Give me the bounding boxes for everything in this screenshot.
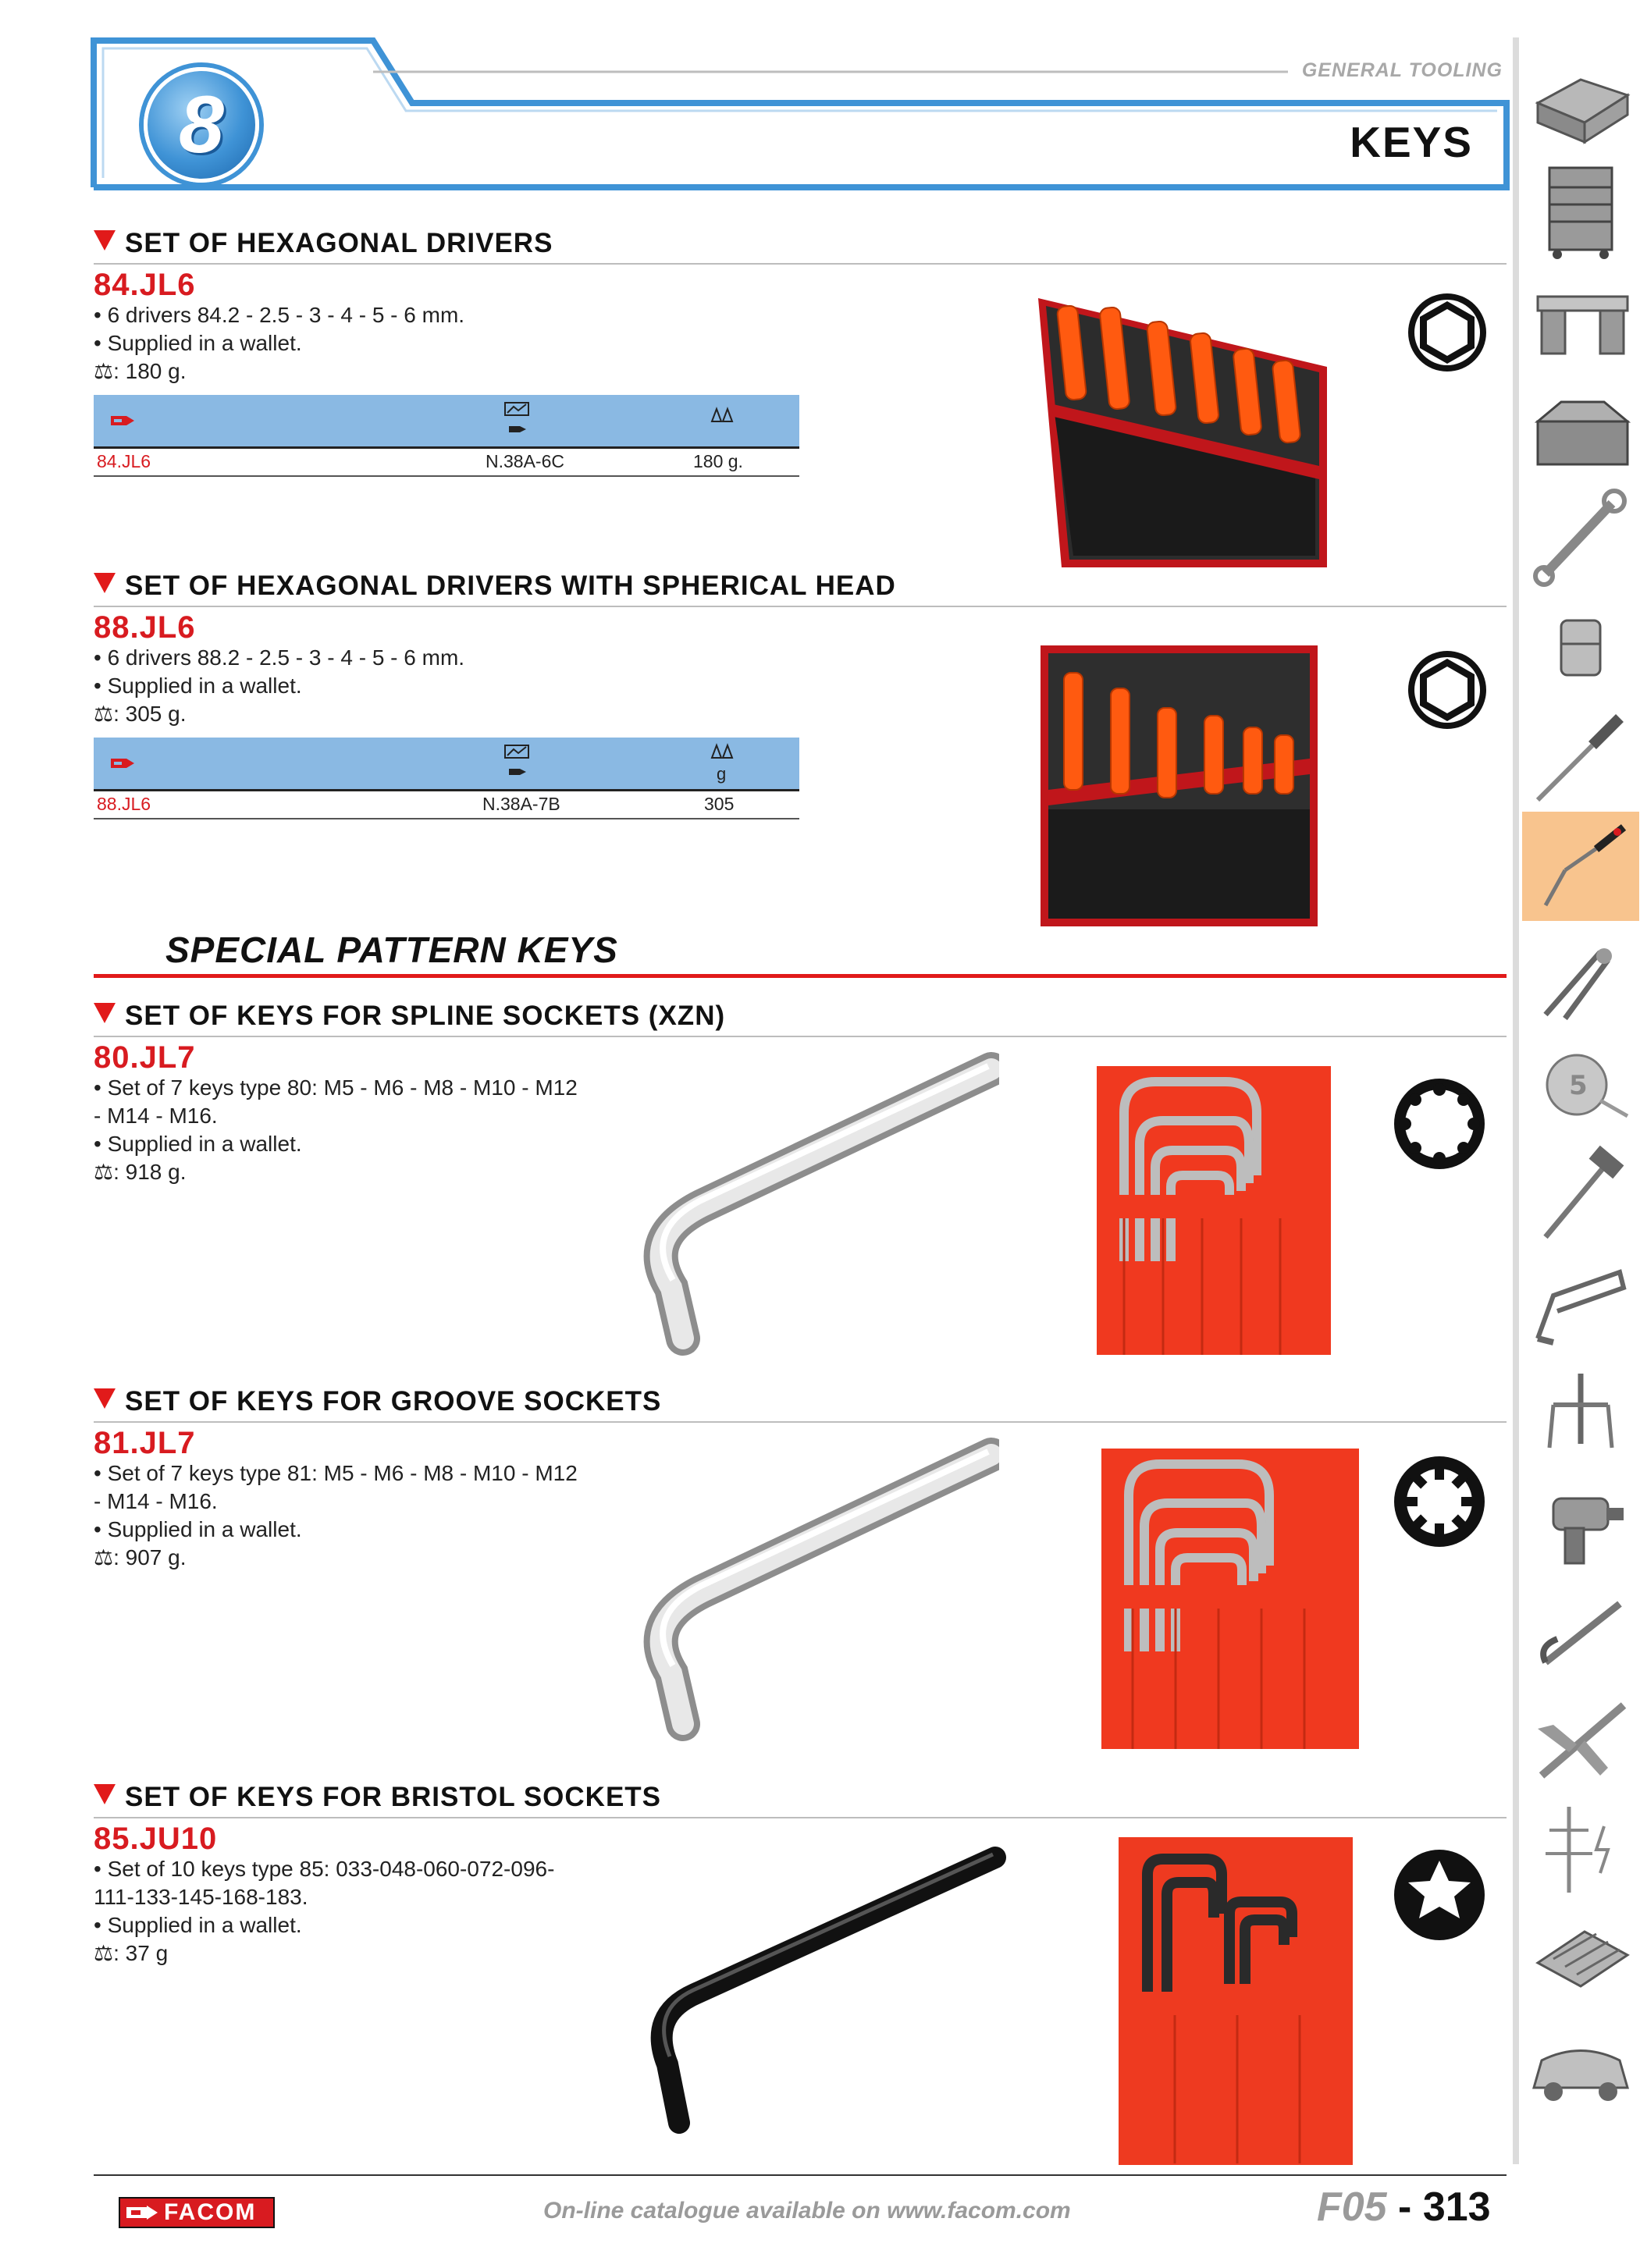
- tab-workbench-icon[interactable]: [1522, 265, 1639, 375]
- desc-line: • 6 drivers 84.2 - 2.5 - 3 - 4 - 5 - 6 mm.: [94, 303, 465, 327]
- desc-line: ⚖: 918 g.: [94, 1160, 187, 1184]
- table-header: [94, 395, 799, 446]
- section-heading: [94, 228, 553, 259]
- section-heading: [94, 1001, 725, 1032]
- facom-brand-text: FACOM: [164, 2199, 257, 2225]
- section-rule: [94, 1421, 1507, 1423]
- row-weight: 180 g.: [693, 451, 743, 471]
- section-rule: [94, 606, 1507, 607]
- spline-socket-icon: [1391, 1075, 1488, 1172]
- section-heading-text: SET OF KEYS FOR BRISTOL SOCKETS: [125, 1782, 662, 1812]
- section-heading-text: SET OF HEXAGONAL DRIVERS WITH SPHERICAL HEAD: [125, 571, 896, 601]
- weight-icon: [710, 406, 734, 423]
- tab-roller-cabinet-icon[interactable]: [1522, 156, 1639, 265]
- product-photo-wallet-drivers: [1015, 275, 1335, 571]
- product-description: [94, 301, 464, 386]
- table-header: [94, 738, 799, 789]
- product-ref: 88.JL6: [94, 610, 196, 645]
- weight-icon: [710, 742, 734, 759]
- tab-automotive-icon[interactable]: [1522, 2014, 1639, 2123]
- ref-icon: [111, 414, 134, 428]
- weight-unit: g: [717, 764, 727, 784]
- product-description: [94, 1855, 554, 1968]
- tab-hacksaw-icon[interactable]: [1522, 1249, 1639, 1358]
- desc-line: • 6 drivers 88.2 - 2.5 - 3 - 4 - 5 - 6 mm.: [94, 645, 465, 670]
- section-heading: [94, 1782, 661, 1813]
- desc-line: ⚖: 37 g: [94, 1941, 169, 1965]
- table-row: [94, 789, 799, 819]
- facom-arrow-icon: [126, 2206, 158, 2220]
- tab-electrical-icon[interactable]: [1522, 1795, 1639, 1904]
- bullet-triangle-icon: [94, 1784, 116, 1804]
- product-photo-spline-wallet: [1093, 1058, 1347, 1363]
- row-weight: 305: [704, 794, 735, 814]
- desc-line: • Set of 10 keys type 85: 033-048-060-072-096-: [94, 1857, 555, 1881]
- tab-kit-icon[interactable]: [1522, 1904, 1639, 2014]
- chapter-badge: [144, 67, 259, 183]
- product-description: [94, 1074, 578, 1186]
- tab-aviation-icon[interactable]: [1522, 1686, 1639, 1795]
- section-heading: [94, 571, 896, 602]
- page-title: KEYS: [1350, 118, 1473, 166]
- bullet-triangle-icon: [94, 573, 116, 593]
- tab-hammer-icon[interactable]: [1522, 1139, 1639, 1249]
- footer-rule: [94, 2174, 1507, 2176]
- section-rule: [94, 263, 1507, 265]
- tab-puller-icon[interactable]: [1522, 1358, 1639, 1467]
- category-label: GENERAL TOOLING: [1301, 59, 1503, 81]
- row-packaging: N.38A-7B: [482, 794, 560, 814]
- hexagon-socket-icon: [1405, 290, 1489, 375]
- packaging-icon: [504, 742, 529, 783]
- page-number: [1317, 2184, 1491, 2231]
- tab-toolbox-icon[interactable]: [1522, 375, 1639, 484]
- bullet-triangle-icon: [94, 1003, 116, 1023]
- tab-storage-icon[interactable]: [1522, 48, 1639, 158]
- product-photo-bristol-key: [609, 1842, 1007, 2138]
- desc-line: 111-133-145-168-183.: [94, 1885, 308, 1909]
- section-heading-text: SET OF HEXAGONAL DRIVERS: [125, 228, 553, 258]
- special-title-rule: [94, 974, 1507, 978]
- desc-line: • Set of 7 keys type 81: M5 - M6 - M8 - M10 - M12: [94, 1461, 578, 1485]
- svg-text:5: 5: [1569, 1070, 1588, 1101]
- product-table: [94, 738, 799, 819]
- tab-keys-icon[interactable]: [1522, 812, 1639, 921]
- desc-line: • Supplied in a wallet.: [94, 674, 302, 698]
- product-description: [94, 1459, 578, 1572]
- desc-line: • Supplied in a wallet.: [94, 1913, 302, 1937]
- tab-spanner-icon[interactable]: [1522, 484, 1639, 593]
- facom-logo: [119, 2197, 275, 2228]
- section-rule: [94, 1817, 1507, 1818]
- desc-line: ⚖: 305 g.: [94, 702, 187, 726]
- section-rule: [94, 1036, 1507, 1037]
- page-separator: -: [1386, 2184, 1423, 2230]
- tab-socket-icon[interactable]: [1522, 593, 1639, 702]
- product-photo-wallet-drivers-spherical: [1037, 642, 1322, 930]
- bristol-socket-icon: [1391, 1847, 1488, 1943]
- tab-impact-wrench-icon[interactable]: [1522, 1467, 1639, 1577]
- tab-screwdriver-icon[interactable]: [1522, 702, 1639, 812]
- bullet-triangle-icon: [94, 230, 116, 251]
- row-ref: 88.JL6: [97, 794, 151, 814]
- product-photo-groove-key: [609, 1431, 999, 1744]
- table-row: [94, 446, 799, 477]
- tab-tape-measure-icon[interactable]: [1522, 1030, 1639, 1139]
- ref-icon: [111, 756, 134, 770]
- desc-line: • Supplied in a wallet.: [94, 331, 302, 355]
- row-packaging: N.38A-6C: [486, 451, 564, 471]
- desc-line: ⚖: 907 g.: [94, 1545, 187, 1569]
- product-photo-spline-key: [609, 1046, 999, 1358]
- product-ref: 85.JU10: [94, 1822, 218, 1856]
- bullet-triangle-icon: [94, 1388, 116, 1409]
- product-ref: 80.JL7: [94, 1040, 196, 1075]
- product-description: [94, 644, 464, 728]
- desc-line: • Supplied in a wallet.: [94, 1517, 302, 1541]
- tab-strip-divider: [1513, 37, 1519, 2164]
- tab-pipe-wrench-icon[interactable]: [1522, 1577, 1639, 1686]
- page-num: 313: [1422, 2184, 1491, 2230]
- groove-socket-icon: [1391, 1453, 1488, 1550]
- packaging-icon: [504, 400, 529, 440]
- product-ref: 84.JL6: [94, 268, 196, 302]
- desc-line: • Set of 7 keys type 80: M5 - M6 - M8 - M10 - M12: [94, 1075, 578, 1100]
- product-ref: 81.JL7: [94, 1426, 196, 1460]
- product-photo-bristol-wallet: [1112, 1828, 1362, 2171]
- product-photo-groove-wallet: [1097, 1441, 1371, 1757]
- hexagon-socket-icon: [1405, 648, 1489, 732]
- page-code: F05: [1317, 2184, 1387, 2230]
- section-heading: [94, 1386, 661, 1417]
- chapter-number: 8: [179, 80, 224, 170]
- product-table: [94, 395, 799, 477]
- section-heading-text: SET OF KEYS FOR GROOVE SOCKETS: [125, 1386, 662, 1417]
- tab-pliers-icon[interactable]: [1522, 921, 1639, 1030]
- section-heading-text: SET OF KEYS FOR SPLINE SOCKETS (XZN): [125, 1001, 726, 1031]
- row-ref: 84.JL6: [97, 451, 151, 471]
- catalogue-note: On-line catalogue available on www.facom.com: [543, 2198, 1071, 2224]
- desc-line: - M14 - M16.: [94, 1104, 218, 1128]
- desc-line: ⚖: 180 g.: [94, 359, 187, 383]
- special-pattern-keys-title: SPECIAL PATTERN KEYS: [165, 930, 618, 970]
- desc-line: • Supplied in a wallet.: [94, 1132, 302, 1156]
- desc-line: - M14 - M16.: [94, 1489, 218, 1513]
